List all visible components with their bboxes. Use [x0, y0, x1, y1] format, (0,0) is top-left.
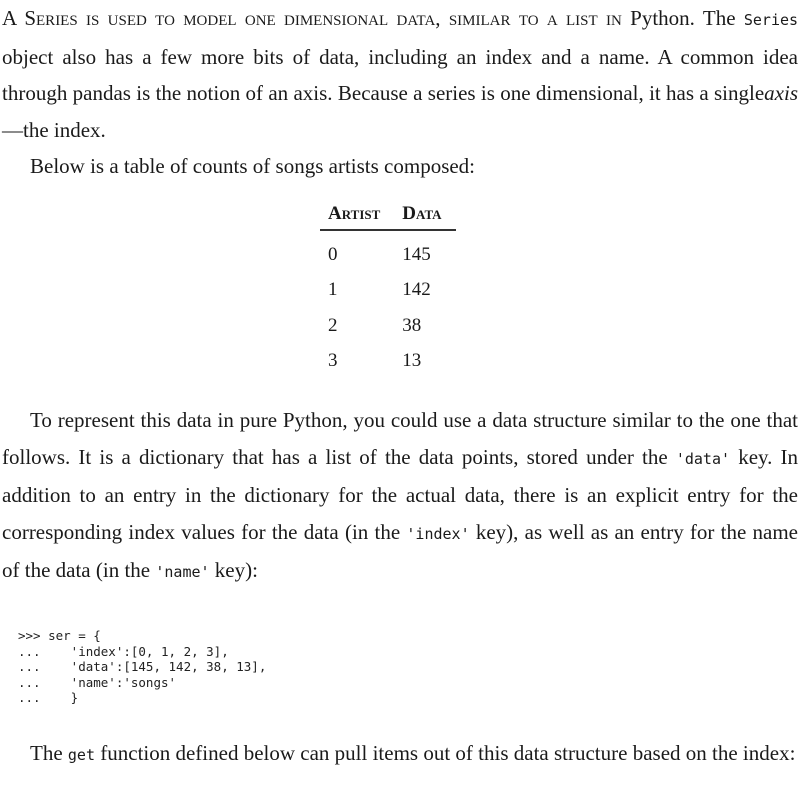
cell-artist: 2	[328, 314, 338, 336]
code-line: ... 'name':'songs'	[18, 674, 177, 690]
intro-lead-a: A	[2, 6, 17, 30]
table-row	[320, 273, 456, 309]
cell-data: 145	[402, 243, 431, 265]
table-intro-paragraph	[2, 148, 798, 185]
representation-text-b: key. In addition to an entry in the dictionary for the actual data, there is an explicit entry for the corresponding index values for the data (in the	[2, 444, 799, 544]
songs-table-wrap	[320, 197, 456, 379]
cell-artist: 1	[328, 279, 338, 301]
get-code: get	[67, 746, 95, 764]
intro-lead-rest: is used to model one dimensional data, similar to a list in	[86, 6, 622, 30]
representation-section	[2, 402, 798, 591]
intro-axis-emphasis: axis	[764, 81, 798, 105]
songs-table	[320, 197, 456, 379]
get-function-section	[2, 735, 798, 774]
name-key-code: 'name'	[155, 563, 210, 581]
header-artist: Artist	[320, 197, 394, 230]
intro-series-code: Series	[743, 11, 799, 29]
cell-data: 13	[402, 350, 422, 372]
data-key-code: 'data'	[675, 449, 731, 468]
cell-artist: 3	[328, 350, 338, 372]
intro-paragraph	[2, 0, 798, 148]
table-row	[320, 344, 456, 380]
intro-section	[2, 0, 798, 185]
representation-paragraph	[2, 402, 798, 591]
index-key-code: 'index'	[406, 524, 470, 543]
representation-text-c: key), as well as an entry for the name of the data (in the	[2, 519, 799, 582]
representation-text-a: To represent this data in pure Python, you could use a data structure similar to the one that follows. It is a dictionary that has a list of the data points, stored under the	[2, 408, 798, 469]
representation-text-d: key):	[214, 558, 258, 582]
code-line: ... }	[18, 690, 79, 705]
get-text-a: The	[30, 741, 63, 765]
intro-line4-b: —the index.	[2, 117, 106, 142]
cell-data: 142	[402, 279, 431, 301]
get-function-paragraph	[2, 735, 798, 774]
intro-line2-b: object also has a few more bits of data, including an	[2, 44, 477, 69]
code-line: ... 'index':[0, 1, 2, 3],	[18, 643, 229, 659]
table-header-row	[320, 197, 456, 230]
code-line: >>> ser = {	[18, 628, 101, 643]
code-line: ... 'data':[145, 142, 38, 13],	[18, 659, 267, 674]
cell-artist: 0	[328, 243, 338, 265]
intro-line2-a: Python. The	[630, 6, 736, 30]
code-block	[18, 628, 266, 706]
header-data: Data	[394, 197, 455, 230]
table-row	[320, 230, 456, 273]
table-row	[320, 308, 456, 344]
get-text-b: function defined below can pull items out of this data structure based on the index:	[100, 741, 796, 765]
intro-line4-a: Because a series is one dimensional, it has a single	[337, 81, 765, 105]
cell-data: 38	[402, 314, 422, 336]
intro-lead-series: Series	[24, 6, 78, 30]
intro-line3: index and a name. A common idea through pandas is the notion of an axis.	[2, 44, 798, 105]
table-intro-text: Below is a table of counts of songs artists composed:	[30, 154, 476, 178]
